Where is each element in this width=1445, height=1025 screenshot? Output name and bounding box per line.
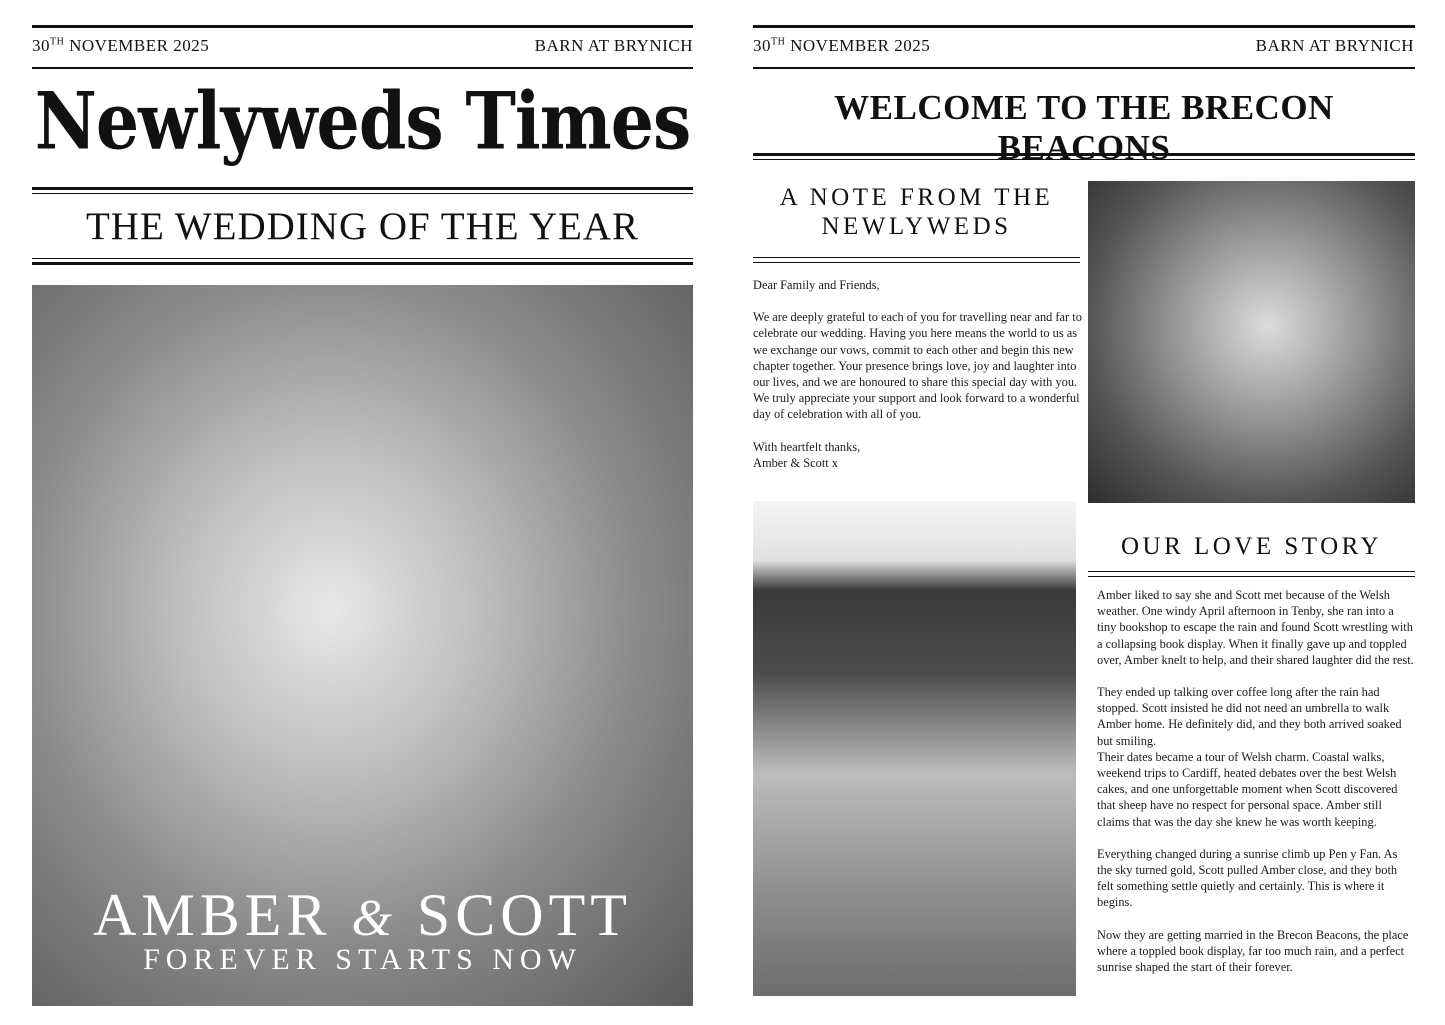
venue: BARN AT BRYNICH (534, 36, 693, 55)
cover-photo (32, 285, 693, 1006)
venue: BARN AT BRYNICH (1255, 36, 1414, 55)
couple-names: AMBER & SCOTT (93, 882, 632, 948)
double-rule (753, 153, 1415, 160)
double-rule (32, 258, 693, 265)
rule (753, 67, 1415, 69)
note-heading: A NOTE FROM THE NEWLYWEDS (779, 184, 1054, 240)
story-heading: OUR LOVE STORY (1120, 533, 1383, 560)
tagline: FOREVER STARTS NOW (143, 943, 582, 976)
masthead: Newlyweds Times (34, 76, 691, 168)
subtitle: THE WEDDING OF THE YEAR (85, 205, 640, 248)
note-letter: Dear Family and Friends, We are deeply grateful to each of you for travelling near and far to celebrate our wedding. Having you here means the world to us as we exchange our vows, commit to each other and begin this new chapter together. Your presence brings love, joy and laughter into our lives, and we are honoured to share this special day with you. We truly appreciate your support and look forward to a wonderful day of celebration with all of you. With heartfelt thanks, Amber & Scott x (753, 278, 1082, 470)
top-rule (32, 25, 693, 28)
double-rule (32, 187, 693, 194)
rule (32, 67, 693, 69)
issue-date: 30TH NOVEMBER 2025 (32, 36, 210, 55)
double-rule (1088, 571, 1415, 577)
issue-date: 30TH NOVEMBER 2025 (753, 36, 931, 55)
couple-photo-embrace (1088, 181, 1415, 503)
couple-photo-garden (753, 501, 1076, 996)
top-rule (753, 25, 1415, 28)
love-story: Amber liked to say she and Scott met because of the Welsh weather. One windy April afternoon in Tenby, she ran into a tiny bookshop to escape the rain and found Scott wrestling with a collapsing book display. When it finally gave up and toppled over, Amber knelt to help, and their shared laughter did the rest. They ended up talking over coffee long after the rain had stopped. Scott insisted he did not need an umbrella to walk Amber home. He definitely did, and they both arrived soaked but smiling. Their dates became a tour of Welsh charm. Coastal walks, weekend trips to Cardiff, heated debates over the best Welsh cakes, and one unforgettable moment when Scott discovered that sheep have no respect for personal space. Amber still claims that was the day she knew he was worth keeping. Everything changed during a sunrise climb up Pen y Fan. As the sky turned gold, Scott pulled Amber close, and they both felt something settle quietly and certainly. This is where it begins. Now they are getting married in the Brecon Beacons, the place where a toppled book display, far too much rain, and a perfect sunrise shaped the start of their forever. (1097, 588, 1414, 975)
double-rule (753, 257, 1080, 263)
headline: WELCOME TO THE BRECON BEACONS (834, 88, 1334, 167)
